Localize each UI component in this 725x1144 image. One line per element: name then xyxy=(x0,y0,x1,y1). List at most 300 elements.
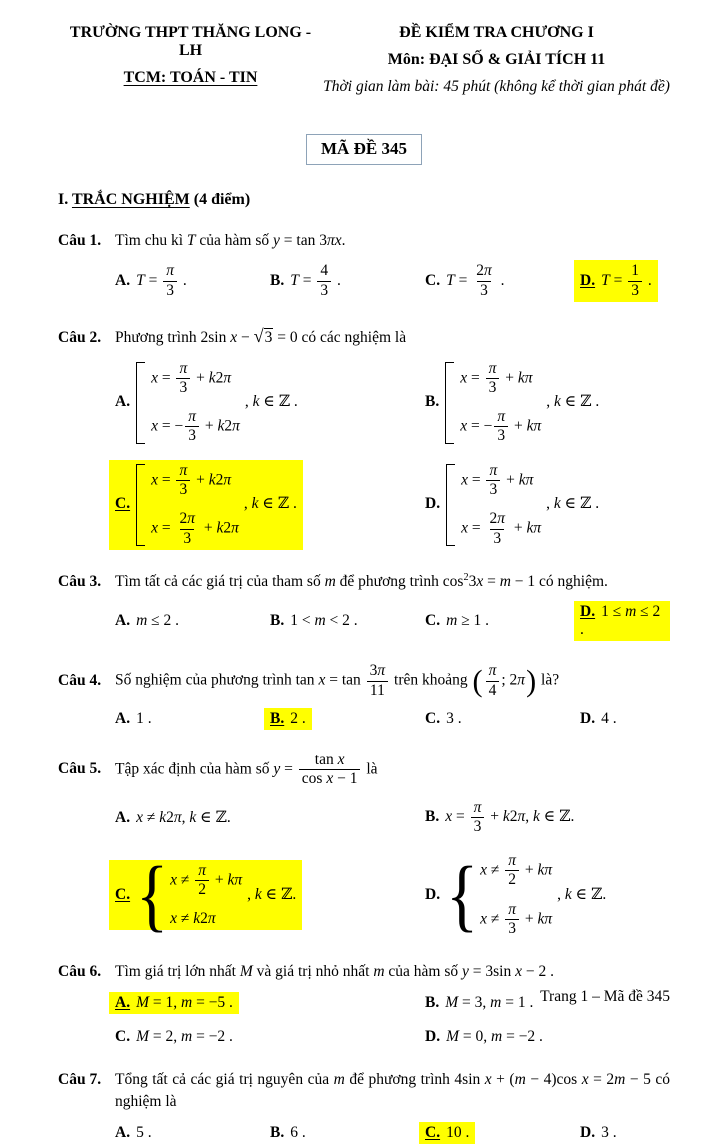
cases-rows xyxy=(460,360,541,446)
math-variable: M xyxy=(445,993,459,1011)
sqrt xyxy=(253,326,274,347)
option-math xyxy=(136,1028,233,1045)
math-text: ∈ ℤ. xyxy=(196,808,231,826)
math-variable: m xyxy=(446,612,458,630)
math-text: + xyxy=(199,519,217,537)
option xyxy=(425,797,670,839)
math-variable: x xyxy=(480,861,487,879)
math-text: Tổng tất cả các giá trị nguyên của xyxy=(115,1070,334,1088)
math-text: 3 xyxy=(468,572,477,590)
option-key: D. xyxy=(425,885,441,903)
option-content xyxy=(109,358,304,448)
cases-row xyxy=(170,862,242,900)
option-content xyxy=(419,610,495,632)
option-key: B. xyxy=(425,993,440,1011)
math-variable: π xyxy=(223,471,232,489)
options-grid xyxy=(115,1122,670,1144)
option-math xyxy=(446,1028,543,1045)
option-content xyxy=(109,1122,158,1144)
option-key: A. xyxy=(115,393,131,411)
math-variable: x xyxy=(151,368,158,386)
cases-rows xyxy=(151,462,239,548)
math-text: ∈ ℤ . xyxy=(560,393,600,411)
math-variable: π xyxy=(483,262,492,280)
math-variable: x xyxy=(581,1070,589,1088)
option-math xyxy=(446,710,462,727)
question-block xyxy=(58,323,670,550)
fraction xyxy=(486,662,500,700)
fraction xyxy=(299,751,361,789)
math-variable: π xyxy=(473,798,482,816)
question-block xyxy=(58,1069,670,1144)
math-text: 2 xyxy=(509,807,518,825)
math-variable: M xyxy=(136,1027,149,1045)
option-math xyxy=(601,710,617,727)
math-text: = xyxy=(157,471,175,489)
math-text: ≤ 2 . xyxy=(580,603,661,639)
math-variable: k xyxy=(216,519,224,537)
option xyxy=(115,260,270,302)
math-text: Số nghiệm của phương trình tan xyxy=(115,671,319,689)
fraction xyxy=(486,462,500,500)
option-content-answer xyxy=(574,601,670,641)
math-variable: y xyxy=(273,760,281,778)
option-content xyxy=(419,460,605,550)
cases-group xyxy=(136,851,243,939)
numerator xyxy=(505,852,519,870)
numerator xyxy=(176,462,190,480)
numerator xyxy=(312,751,348,769)
question-block xyxy=(58,662,670,730)
math-text: 2 xyxy=(476,262,484,280)
math-text: ≠ xyxy=(486,910,504,928)
math-text: = xyxy=(144,271,162,289)
option-content xyxy=(264,610,364,632)
math-text: = tan xyxy=(325,671,365,689)
option-key: D. xyxy=(580,709,596,727)
fraction xyxy=(471,799,485,837)
math-variable: kπ xyxy=(227,871,243,889)
math-text: = 2, xyxy=(149,1027,181,1045)
fraction xyxy=(317,262,331,300)
math-text: 4 xyxy=(320,262,329,280)
math-variable: x xyxy=(151,519,158,537)
question-head xyxy=(58,323,670,350)
options-grid xyxy=(115,797,670,941)
cases-row xyxy=(461,462,541,500)
math-variable: k xyxy=(252,393,260,411)
option-key: A. xyxy=(115,271,131,289)
math-variable: k xyxy=(208,368,216,386)
page-number: Trang 1 – Mã đề 345 xyxy=(540,988,670,1005)
option-math xyxy=(601,262,652,299)
option-key: C. xyxy=(425,709,441,727)
cases-row xyxy=(480,901,552,939)
math-text: = 1 . xyxy=(501,993,534,1011)
math-text: = tan 3 xyxy=(279,232,327,249)
question-statement xyxy=(115,230,670,252)
questions-list xyxy=(58,230,670,1144)
option-math xyxy=(136,1124,152,1141)
option-key: D. xyxy=(580,1123,596,1141)
math-text: = xyxy=(483,572,500,590)
math-variable: x xyxy=(460,368,468,386)
option-key: A. xyxy=(115,808,131,826)
cases-row xyxy=(151,408,240,446)
math-text: 6 . xyxy=(290,1123,306,1141)
big-paren: ( xyxy=(472,663,483,698)
math-variable: M xyxy=(136,993,149,1011)
math-text: . xyxy=(333,271,341,289)
option xyxy=(425,708,580,730)
option-content xyxy=(109,708,158,730)
math-text: 2 xyxy=(215,368,224,386)
option-math xyxy=(136,994,233,1011)
question-statement xyxy=(115,662,670,700)
math-variable: m xyxy=(181,993,193,1011)
math-text: ∈ ℤ . xyxy=(258,495,297,513)
math-variable: m xyxy=(614,1070,626,1088)
math-text: 1 . xyxy=(136,709,152,727)
question-statement xyxy=(115,571,670,594)
math-variable: kπ xyxy=(526,519,542,537)
math-text: = − xyxy=(467,417,493,435)
radicand: 3 xyxy=(264,329,273,347)
math-text: = xyxy=(467,519,485,537)
math-text: + ( xyxy=(491,1070,515,1088)
math-text: ∈ ℤ. xyxy=(571,885,607,903)
question-head xyxy=(58,1069,670,1114)
math-variable: kπ xyxy=(537,861,553,879)
option xyxy=(580,601,670,641)
math-variable: π xyxy=(166,262,174,280)
option-math xyxy=(136,359,298,445)
question-head xyxy=(58,230,670,252)
fraction xyxy=(628,262,642,300)
options-grid xyxy=(115,601,670,641)
option xyxy=(425,260,580,302)
math-variable: π xyxy=(508,900,516,918)
option-key: B. xyxy=(425,807,440,825)
denominator xyxy=(195,880,209,899)
math-variable: x xyxy=(151,417,158,435)
math-text: 2 xyxy=(215,471,224,489)
math-text: 3 xyxy=(183,529,192,547)
math-text: + xyxy=(200,417,218,435)
math-text: , xyxy=(546,495,554,513)
math-text: 3 xyxy=(508,919,516,937)
math-text: ≠ xyxy=(142,808,160,826)
math-text: Phương trình 2sin xyxy=(115,329,231,347)
math-text: = −2 . xyxy=(192,1027,233,1045)
math-variable: k xyxy=(554,393,561,411)
cases-row xyxy=(480,852,552,890)
option xyxy=(115,358,425,448)
option-math xyxy=(446,461,600,547)
option xyxy=(115,850,425,940)
option-content xyxy=(109,1026,239,1048)
math-variable: M xyxy=(446,1027,459,1045)
math-text: ∈ ℤ. xyxy=(539,807,575,825)
math-text: = −5 . xyxy=(192,993,233,1011)
superscript: 2 xyxy=(463,571,469,583)
numerator xyxy=(317,262,331,280)
numerator xyxy=(176,510,198,528)
math-text: . xyxy=(643,271,652,289)
math-variable: π xyxy=(198,861,206,879)
math-variable: x xyxy=(476,572,484,590)
math-text: Tập xác định của hàm số xyxy=(115,760,274,778)
option xyxy=(115,797,425,839)
cases-rows xyxy=(480,852,552,938)
math-variable: m xyxy=(333,1070,345,1088)
square-bracket xyxy=(136,362,145,444)
math-text: − 1 xyxy=(333,770,358,788)
numerator xyxy=(505,901,519,919)
option xyxy=(580,1122,670,1144)
math-text: , xyxy=(247,885,255,903)
math-variable: π xyxy=(517,671,526,689)
math-text: 2 xyxy=(200,910,208,928)
math-variable: m xyxy=(324,572,336,590)
option-key: D. xyxy=(425,1027,441,1045)
math-text: = xyxy=(280,760,297,778)
math-text: 2 . xyxy=(290,709,306,727)
math-text: = xyxy=(298,271,316,289)
option-math xyxy=(136,461,297,547)
question-statement xyxy=(115,1069,670,1114)
option-math xyxy=(446,851,607,939)
option-content-answer xyxy=(264,708,312,730)
math-variable: T xyxy=(136,271,145,289)
math-text: 3 xyxy=(631,281,639,299)
math-variable: m xyxy=(373,963,385,981)
denominator xyxy=(628,281,642,300)
option-math xyxy=(446,262,505,299)
fraction xyxy=(486,360,500,398)
math-variable: kπ xyxy=(537,910,553,928)
square-bracket xyxy=(136,464,145,546)
math-variable: x xyxy=(170,871,177,889)
fraction xyxy=(176,360,190,398)
option-math xyxy=(290,710,306,727)
math-text: = 3sin xyxy=(468,963,516,981)
math-text: 11 xyxy=(369,681,385,699)
math-text: 1 xyxy=(631,262,639,280)
math-text: + xyxy=(502,471,519,489)
math-text: = xyxy=(609,271,627,289)
math-variable: x xyxy=(480,910,487,928)
math-variable: m xyxy=(499,572,511,590)
math-variable: π xyxy=(497,408,506,426)
question-head xyxy=(58,571,670,594)
math-variable: k xyxy=(159,808,167,826)
math-text: 2 xyxy=(224,417,233,435)
math-text: 2 xyxy=(489,510,498,528)
math-text: 3 xyxy=(179,480,188,498)
math-variable: kπ xyxy=(517,368,533,386)
math-variable: m xyxy=(491,1027,503,1045)
math-variable: x xyxy=(318,671,326,689)
math-text: 3 xyxy=(489,480,498,498)
big-paren: ) xyxy=(526,663,537,698)
section-number: I. xyxy=(58,191,69,208)
math-text: của hàm số xyxy=(195,232,274,249)
math-text: = xyxy=(467,471,485,489)
math-variable: T xyxy=(446,271,455,289)
option-key: C. xyxy=(115,1027,131,1045)
math-variable: π xyxy=(188,408,196,426)
cases-group xyxy=(445,360,541,446)
fraction xyxy=(505,901,519,939)
denominator xyxy=(486,480,500,499)
school-name: TRƯỜNG THPT THĂNG LONG - LH xyxy=(69,24,312,59)
question-label: Câu 4. xyxy=(58,671,102,689)
question-head xyxy=(58,961,670,983)
math-text: + xyxy=(510,417,527,435)
fraction xyxy=(176,510,198,548)
math-text: 3 xyxy=(320,281,329,299)
question-block xyxy=(58,230,670,302)
math-text: 1 ≤ xyxy=(601,603,626,621)
math-variable: π xyxy=(508,852,516,870)
math-variable: y xyxy=(273,232,280,249)
math-text: 2 xyxy=(179,510,188,528)
math-text: và giá trị nhỏ nhất xyxy=(252,963,374,981)
math-variable: x xyxy=(515,963,522,981)
math-variable: k xyxy=(502,807,510,825)
math-text: = 3, xyxy=(458,993,491,1011)
math-text: Tìm tất cả các giá trị của tham số xyxy=(115,572,325,590)
curly-brace: { xyxy=(136,851,169,939)
math-variable: M xyxy=(239,963,253,981)
math-variable: k xyxy=(533,807,540,825)
question-label: Câu 3. xyxy=(58,572,102,590)
math-text: = 0 có các nghiệm là xyxy=(273,329,407,347)
option-key: D. xyxy=(580,603,596,621)
option xyxy=(270,708,425,730)
denominator xyxy=(486,378,500,397)
cases-row xyxy=(461,510,541,548)
math-variable: k xyxy=(251,495,259,513)
math-variable: kπ xyxy=(526,417,542,435)
math-text: , xyxy=(244,393,253,411)
option xyxy=(580,708,670,730)
math-text: ; 2 xyxy=(501,671,518,689)
cases-row xyxy=(170,910,242,928)
option-key: C. xyxy=(115,885,131,903)
question-block xyxy=(58,751,670,940)
math-text: + xyxy=(521,910,538,928)
math-text: − 4)cos xyxy=(525,1070,582,1088)
option xyxy=(115,708,270,730)
math-text: là xyxy=(362,760,378,778)
math-text: + xyxy=(509,519,527,537)
math-text: cos xyxy=(301,770,327,788)
math-variable: x xyxy=(337,750,345,768)
math-variable: T xyxy=(186,232,196,249)
math-text: + xyxy=(486,807,503,825)
option-key: B. xyxy=(270,709,285,727)
math-text: , xyxy=(243,495,252,513)
question-head xyxy=(58,662,670,700)
math-variable: x xyxy=(326,770,334,788)
fraction xyxy=(486,510,508,548)
math-text: < 2 . xyxy=(325,612,358,630)
numerator xyxy=(367,662,389,680)
math-variable: m xyxy=(181,1027,193,1045)
math-text: 3 xyxy=(166,281,174,299)
math-text: ≠ xyxy=(176,910,194,928)
cases-rows xyxy=(170,862,242,929)
math-text: 3 xyxy=(179,378,188,396)
option xyxy=(115,1026,425,1048)
denominator xyxy=(176,480,190,499)
square-bracket xyxy=(446,464,455,546)
math-text: ≠ xyxy=(486,861,504,879)
numerator xyxy=(628,262,642,280)
option-content xyxy=(419,992,539,1014)
math-text: là? xyxy=(537,671,560,689)
denominator xyxy=(486,681,500,700)
math-variable: m xyxy=(490,993,502,1011)
option xyxy=(115,460,425,550)
math-variable: π xyxy=(497,510,505,528)
math-text: . xyxy=(341,232,346,249)
math-variable: kπ xyxy=(518,471,534,489)
math-text: 4 xyxy=(488,681,497,699)
option-math xyxy=(136,851,297,939)
math-text: + xyxy=(211,871,228,889)
option-key: B. xyxy=(270,1123,285,1141)
math-text: 3 xyxy=(369,662,378,680)
math-variable: π xyxy=(377,662,386,680)
option-math xyxy=(601,1124,617,1141)
section-title: TRẮC NGHIỆM xyxy=(71,191,190,208)
option-content xyxy=(419,850,612,940)
math-text: ∈ ℤ . xyxy=(560,495,600,513)
math-variable: x xyxy=(484,1070,492,1088)
math-variable: π xyxy=(179,359,188,377)
numerator xyxy=(163,262,177,280)
question-statement xyxy=(115,961,670,983)
numerator xyxy=(486,360,500,378)
math-text: trên khoảng xyxy=(390,671,472,689)
department: TCM: TOÁN - TIN xyxy=(123,69,258,86)
denominator xyxy=(477,281,491,300)
math-text: = xyxy=(452,807,469,825)
options-grid xyxy=(115,358,670,550)
math-variable: T xyxy=(601,271,610,289)
option-math xyxy=(136,612,179,629)
numerator xyxy=(486,462,500,480)
option-content-answer xyxy=(109,851,302,939)
section-points: (4 điểm) xyxy=(189,191,251,208)
math-variable: m xyxy=(625,603,637,621)
option-math xyxy=(445,359,600,445)
math-text: + xyxy=(521,861,538,879)
math-text: 2 xyxy=(198,881,206,899)
option-key: B. xyxy=(270,271,285,289)
denominator xyxy=(494,426,508,445)
math-variable: k xyxy=(564,885,572,903)
option-content xyxy=(109,260,193,302)
math-text: 3 xyxy=(473,817,482,835)
option-content xyxy=(109,610,185,632)
option-math xyxy=(446,612,489,629)
math-text: − xyxy=(237,329,254,347)
math-text: + xyxy=(192,471,209,489)
